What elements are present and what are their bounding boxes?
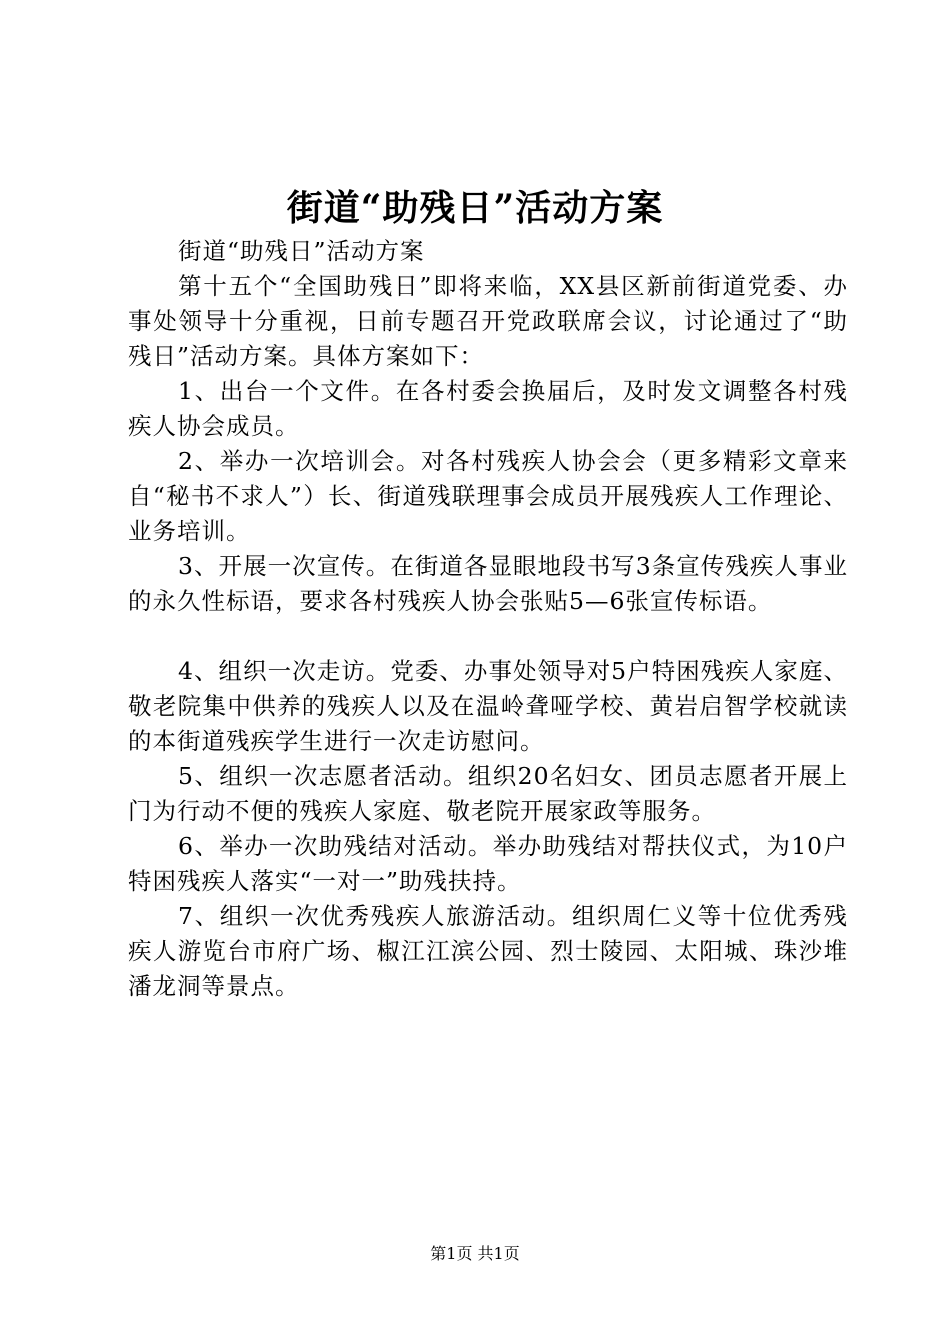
body-paragraph-subtitle: 街道“助残日”活动方案 [178, 237, 425, 265]
page-footer: 第1页 共1页 [430, 1244, 520, 1263]
body-paragraph-item-5: 5、组织一次志愿者活动。组织20名妇女、团员志愿者开展上门为行动不便的残疾人家庭、敬老院开展家政等服务。 [128, 762, 848, 825]
body-paragraph-item-7: 7、组织一次优秀残疾人旅游活动。组织周仁义等十位优秀残疾人游览台市府广场、椒江江滨公园、烈士陵园、太阳城、珠沙堆潘龙洞等景点。 [128, 902, 848, 1000]
document-title: 街道“助残日”活动方案 [286, 187, 664, 229]
body-paragraph-item-6: 6、举办一次助残结对活动。举办助残结对帮扶仪式，为10户特困残疾人落实“一对一”助残扶持。 [128, 832, 848, 895]
body-paragraph-item-2: 2、举办一次培训会。对各村残疾人协会会（更多精彩文章来自“秘书不求人”）长、街道残联理事会成员开展残疾人工作理论、业务培训。 [128, 447, 848, 545]
body-paragraph-item-1: 1、出台一个文件。在各村委会换届后，及时发文调整各村残疾人协会成员。 [128, 377, 848, 440]
body-paragraph-item-3: 3、开展一次宣传。在街道各显眼地段书写3条宣传残疾人事业的永久性标语，要求各村残疾人协会张贴5—6张宣传标语。 [128, 552, 848, 615]
body-paragraph-item-4: 4、组织一次走访。党委、办事处领导对5户特困残疾人家庭、敬老院集中供养的残疾人以及在温岭聋哑学校、黄岩启智学校就读的本街道残疾学生进行一次走访慰问。 [128, 657, 848, 755]
document-body [128, 234, 848, 1004]
body-paragraph-intro: 第十五个“全国助残日”即将来临，XX县区新前街道党委、办事处领导十分重视，日前专题召开党政联席会议，讨论通过了“助残日”活动方案。具体方案如下： [128, 272, 848, 370]
